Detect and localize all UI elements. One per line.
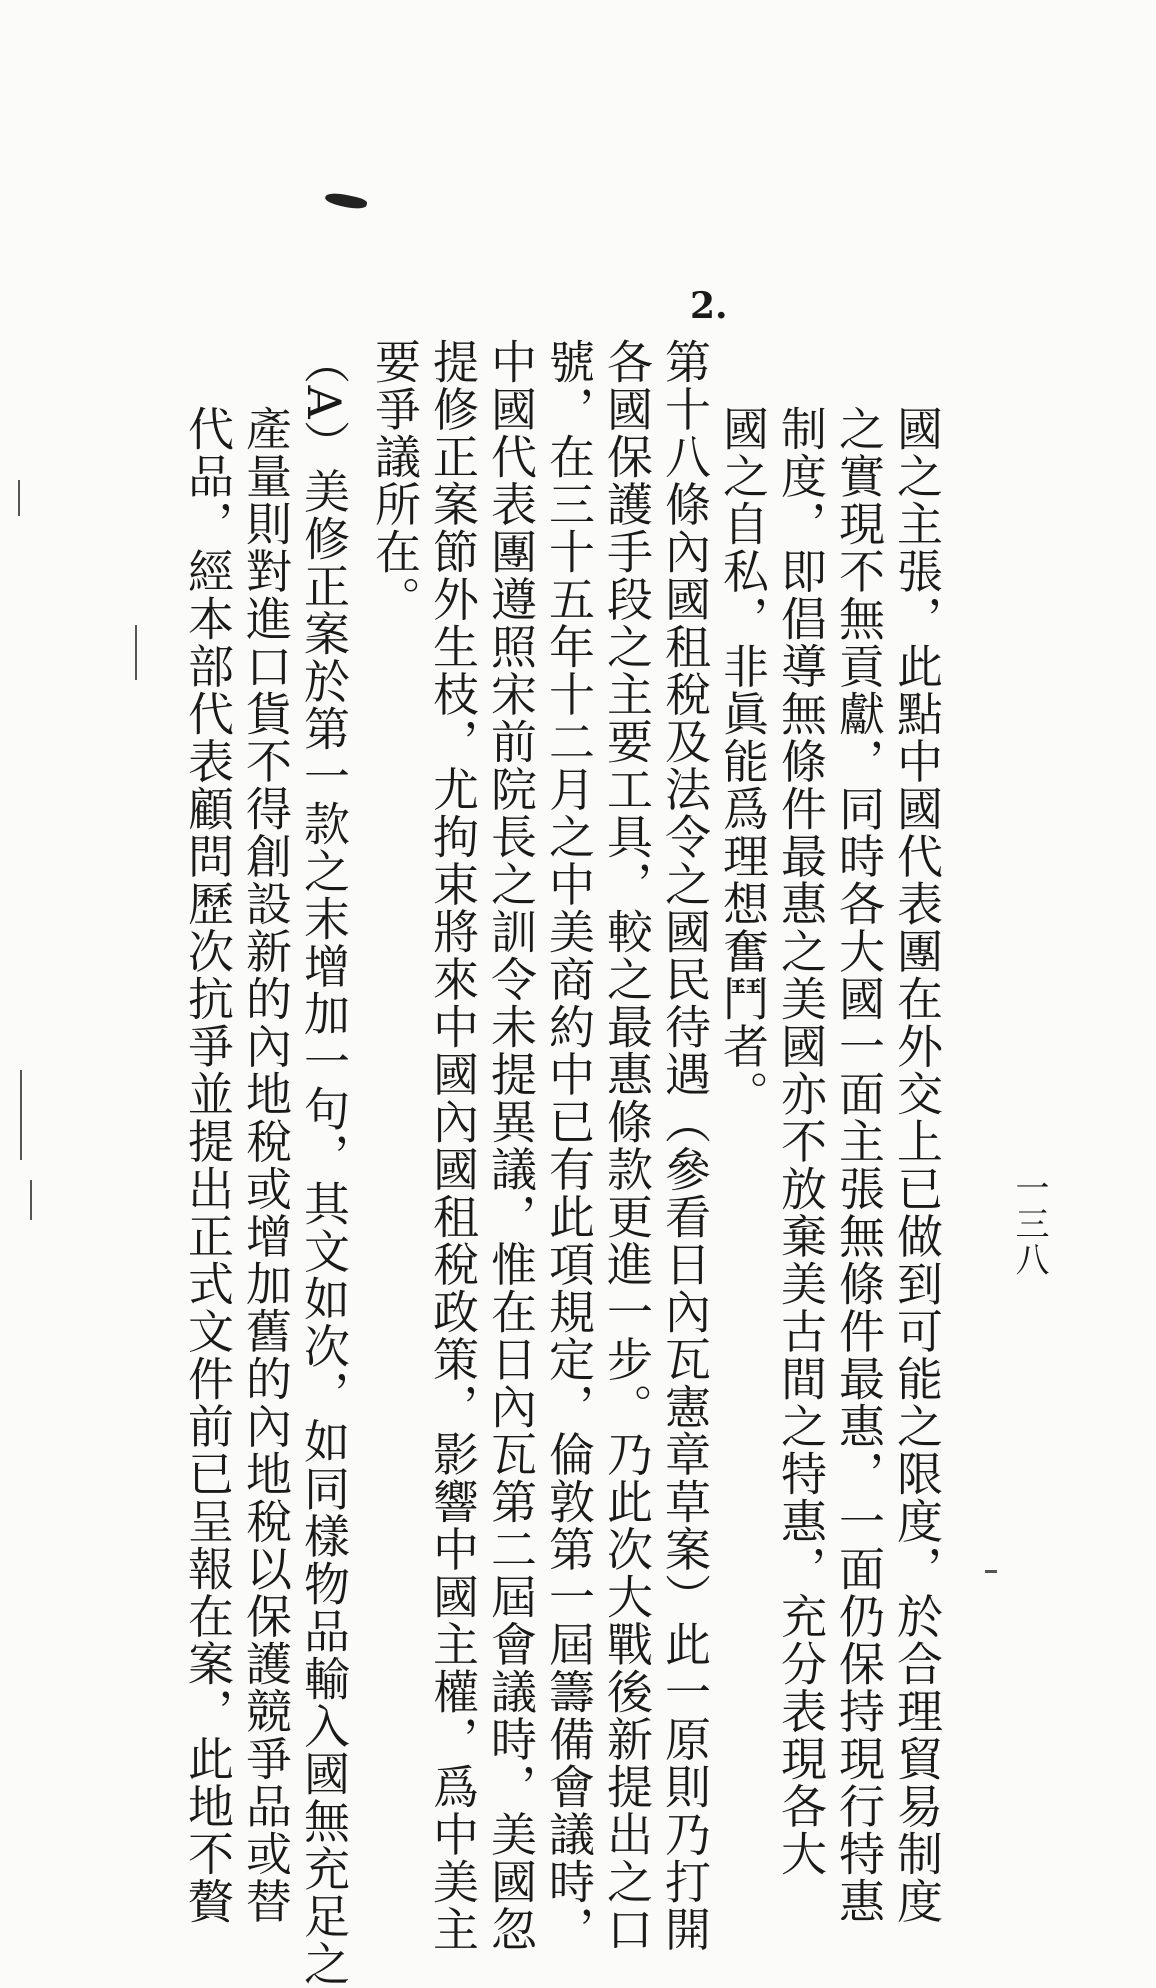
text-column-9: 提修正案節外生枝，尤拘束將來中國內國租稅政策，影響中國主權，爲中美主	[426, 338, 480, 1953]
text-column-8: 中國代表團遵照宋前院長之訓令未提異議，惟在日內瓦第二屆會議時，美國忽	[484, 338, 538, 1953]
text-column-12: 產量則對進口貨不得創設新的內地稅或增加舊的內地稅以保護競爭品或替	[239, 405, 293, 1925]
text-column-1: 國之主張，此點中國代表團在外交上已做到可能之限度，於合理貿易制度	[890, 405, 944, 1925]
page-number: 一三八	[1009, 1170, 1049, 1278]
scan-mark	[18, 480, 20, 516]
text-column-11: （A）美修正案於第一款之末增加一句，其文如次，如同樣物品輸入國無充足之	[297, 338, 351, 1988]
text-column-3: 制度，即倡導無條件最惠之美國亦不放棄美古間之特惠，充分表現各大	[774, 405, 828, 1878]
ink-smudge	[324, 191, 368, 211]
text-column-4: 國之自私，非眞能爲理想奮鬥者。	[716, 405, 770, 1118]
text-column-2: 之實現不無貢獻，同時各大國一面主張無條件最惠，一面仍保持現行特惠	[832, 405, 886, 1925]
text-column-13: 代品，經本部代表顧問歷次抗爭並提出正式文件前已呈報在案，此地不贅	[181, 405, 235, 1925]
scan-mark	[135, 625, 137, 680]
scan-mark	[30, 1180, 32, 1220]
scan-mark	[985, 1570, 997, 1573]
section-number: 2.	[690, 285, 728, 327]
text-column-10: 要爭議所在。	[368, 338, 422, 623]
text-column-5: 第十八條內國租稅及法令之國民待遇（參看日內瓦憲章草案）此一原則乃打開	[658, 338, 712, 1953]
scan-mark	[20, 1070, 22, 1160]
text-column-7: 號，在三十五年十二月之中美商約中已有此項規定，倫敦第一屆籌備會議時，	[542, 338, 596, 1953]
text-column-6: 各國保護手段之主要工具，較之最惠條款更進一步。乃此次大戰後新提出之口	[600, 338, 654, 1953]
